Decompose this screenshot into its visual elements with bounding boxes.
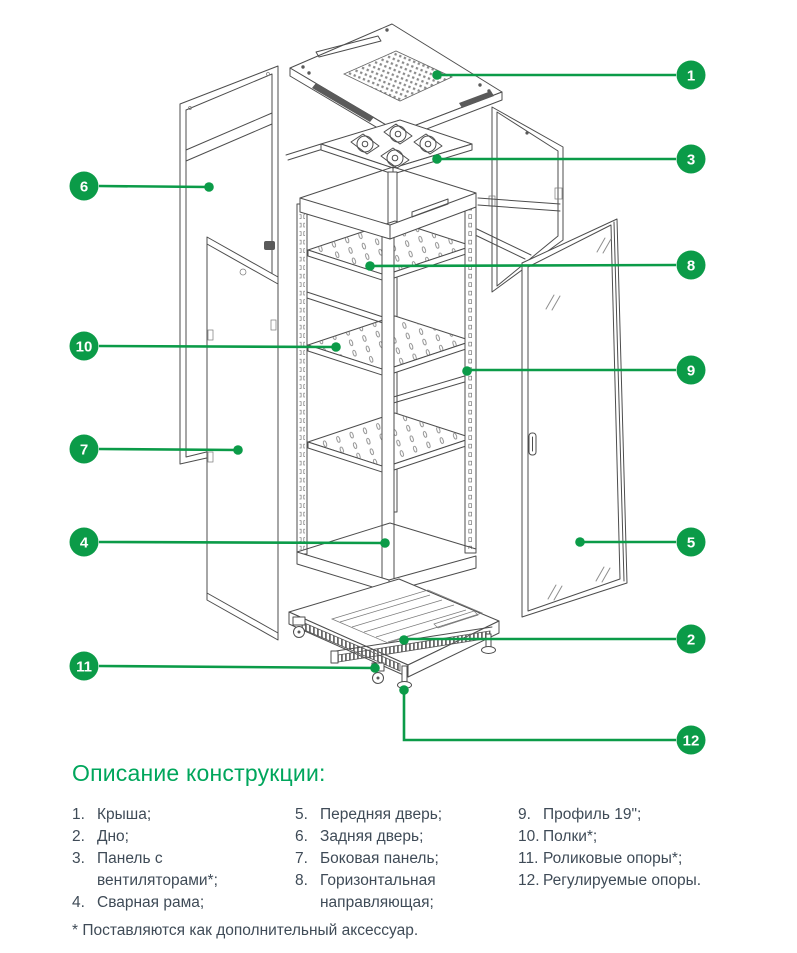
legend-title: Описание конструкции: xyxy=(72,760,326,786)
svg-text:6: 6 xyxy=(79,178,89,196)
rear-door-lock xyxy=(264,241,275,250)
legend-item-number: 5. xyxy=(295,806,308,823)
legend-item xyxy=(72,848,295,892)
legend-item-text: Роликовые опоры*; xyxy=(543,850,683,867)
callout-badge-2 xyxy=(677,625,706,654)
legend-column-1 xyxy=(72,804,295,914)
callout-badge-10 xyxy=(70,332,99,361)
legend-item-text: Крыша; xyxy=(97,806,152,823)
svg-text:5: 5 xyxy=(686,534,696,552)
legend-item-text: Сварная рама; xyxy=(97,894,205,911)
legend-columns xyxy=(72,804,752,914)
legend-item xyxy=(518,804,738,826)
legend-item-number: 2. xyxy=(72,828,85,845)
rack-profile-19-drawing xyxy=(465,199,476,553)
legend-item-number: 7. xyxy=(295,850,308,867)
svg-text:2: 2 xyxy=(686,631,696,649)
rack-profile-drawing xyxy=(297,204,307,554)
legend-item xyxy=(72,826,295,848)
legend-item xyxy=(72,804,295,826)
legend-item xyxy=(295,804,518,826)
legend-column-3 xyxy=(518,804,738,914)
svg-text:4: 4 xyxy=(79,534,89,552)
legend-item-text: Задняя дверь; xyxy=(320,828,424,845)
legend-item-number: 3. xyxy=(72,850,85,867)
svg-text:8: 8 xyxy=(686,257,696,275)
legend-item-number: 10. xyxy=(518,828,540,845)
legend-column-2 xyxy=(295,804,518,914)
legend-item-number: 1. xyxy=(72,806,85,823)
callout-badge-6 xyxy=(70,172,99,201)
callout-badge-7 xyxy=(70,435,99,464)
callout-badge-11 xyxy=(70,652,99,681)
front-door-drawing xyxy=(522,219,627,617)
side-panel-drawing xyxy=(207,237,278,640)
legend-item xyxy=(72,892,295,914)
legend-item-text: Передняя дверь; xyxy=(320,806,443,823)
svg-text:10: 10 xyxy=(75,338,93,356)
base-drawing xyxy=(289,579,499,689)
callout-badge-9 xyxy=(677,356,706,385)
callout-badge-8 xyxy=(677,251,706,280)
svg-text:3: 3 xyxy=(686,151,696,169)
legend-item xyxy=(518,848,738,870)
legend-item xyxy=(295,870,518,914)
legend-item-number: 8. xyxy=(295,872,308,889)
callout-badge-12 xyxy=(677,726,706,755)
legend-item-text: Панель с вентиляторами*; xyxy=(97,850,218,889)
legend-item-text: Дно; xyxy=(97,828,129,845)
svg-text:9: 9 xyxy=(686,362,696,380)
svg-text:1: 1 xyxy=(686,67,696,85)
callout-badge-3 xyxy=(677,145,706,174)
legend-item xyxy=(518,870,738,892)
legend-item-text: Боковая панель; xyxy=(320,850,439,867)
front-post-drawing xyxy=(382,231,394,580)
legend-item xyxy=(295,848,518,870)
legend-footnote: * Поставляются как дополнительный аксессуар. xyxy=(72,922,419,939)
legend-item-text: Полки*; xyxy=(543,828,598,845)
legend-item-number: 11. xyxy=(518,850,539,867)
legend-item-text: Регулируемые опоры. xyxy=(543,872,702,889)
legend-section xyxy=(72,760,752,942)
svg-text:12: 12 xyxy=(682,732,700,750)
callout-badge-5 xyxy=(677,528,706,557)
legend-item-number: 12. xyxy=(518,872,540,889)
legend-item-text: Профиль 19"; xyxy=(543,806,642,823)
svg-text:7: 7 xyxy=(79,441,89,459)
svg-text:11: 11 xyxy=(76,658,92,676)
legend-item xyxy=(518,826,738,848)
legend-item-text: Горизонтальная направляющая; xyxy=(320,872,436,911)
legend-item-number: 9. xyxy=(518,806,531,823)
fan-panel-drawing xyxy=(286,120,472,174)
legend-item xyxy=(295,826,518,848)
callout-badge-1 xyxy=(677,61,706,90)
legend-item-number: 4. xyxy=(72,894,85,911)
legend-item-number: 6. xyxy=(295,828,308,845)
callout-badge-4 xyxy=(70,528,99,557)
